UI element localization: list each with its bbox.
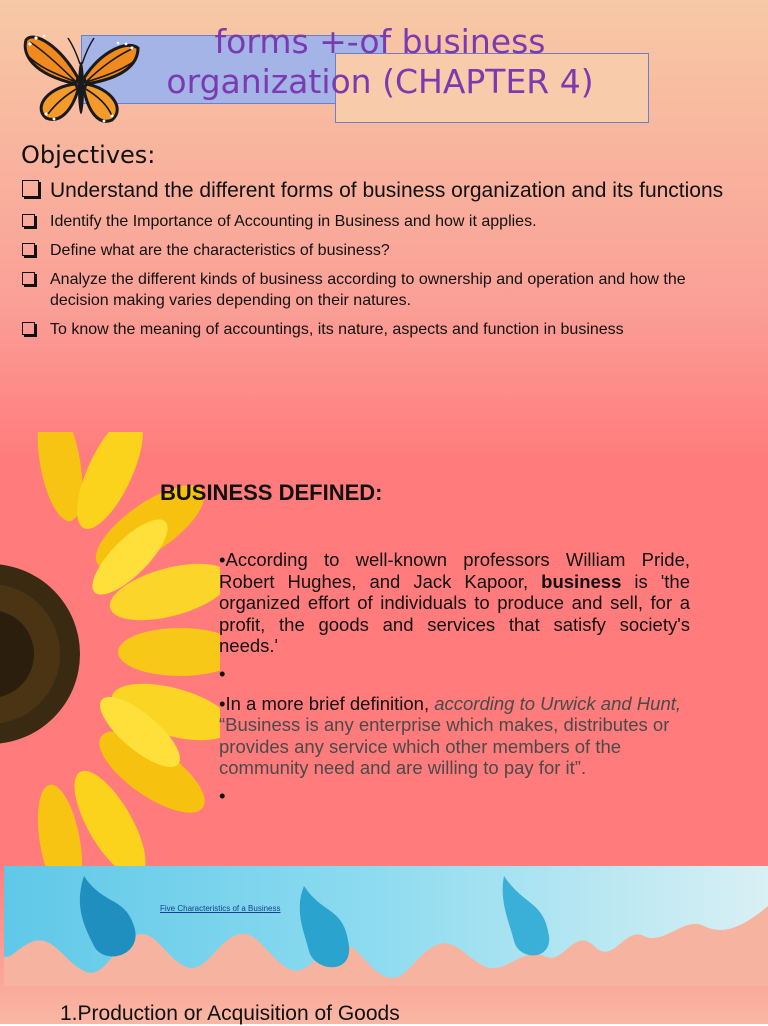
definition-quote: “Business is any enterprise which makes, distributes or provides any service which other members of the community need and are willing to pay for it”. xyxy=(219,714,670,778)
definition-urwick xyxy=(219,693,690,779)
checkbox-bullet-icon xyxy=(22,272,35,285)
checkbox-bullet-icon xyxy=(22,322,35,335)
checkbox-bullet-icon xyxy=(22,243,35,256)
checkbox-bullet-icon xyxy=(22,214,35,227)
objective-text: Understand the different forms of business organization and its functions xyxy=(50,179,724,202)
business-defined-body xyxy=(219,549,690,815)
characteristic-item: 1.Production or Acquisition of Goods xyxy=(60,1002,400,1025)
objective-item xyxy=(22,176,742,205)
objectives-list xyxy=(22,176,742,348)
five-characteristics-link[interactable]: Five Characteristics of a Business xyxy=(160,904,281,913)
objective-text: Define what are the characteristics of business? xyxy=(50,242,390,259)
title-line-2: organization (CHAPTER 4) xyxy=(166,62,594,101)
checkbox-bullet-icon xyxy=(22,180,39,197)
business-defined-heading: BUSINESS DEFINED: xyxy=(160,480,383,505)
definition-text: •In a more brief definition, xyxy=(219,692,435,714)
definition-term: business xyxy=(541,570,622,592)
objectives-heading: Objectives: xyxy=(21,141,156,169)
water-splash-image xyxy=(4,866,768,986)
page-title xyxy=(100,22,660,102)
objective-item xyxy=(22,319,742,340)
empty-bullet: • xyxy=(219,662,226,684)
definition-source: according to Urwick and Hunt, xyxy=(434,692,682,714)
objective-text: Identify the Importance of Accounting in Business and how it applies. xyxy=(50,213,537,230)
objective-item xyxy=(22,240,742,261)
empty-bullet: • xyxy=(219,784,226,806)
objective-item xyxy=(22,211,742,232)
definition-text: is 'the organized effort of individuals to produce and sell, for a profit, the goods and services that satisfy society's needs.' xyxy=(219,570,691,656)
title-line-1: forms +-of business xyxy=(214,22,546,61)
definition-pride xyxy=(219,549,690,657)
definition-text: •According to well-known professors William Pride, Robert Hughes, and Jack Kapoor, xyxy=(219,549,690,592)
objective-text: To know the meaning of accountings, its nature, aspects and function in business xyxy=(50,321,624,338)
objective-text: Analyze the different kinds of business according to ownership and operation and how the decision making varies depending on their natures. xyxy=(50,271,686,309)
objective-item xyxy=(22,269,742,311)
